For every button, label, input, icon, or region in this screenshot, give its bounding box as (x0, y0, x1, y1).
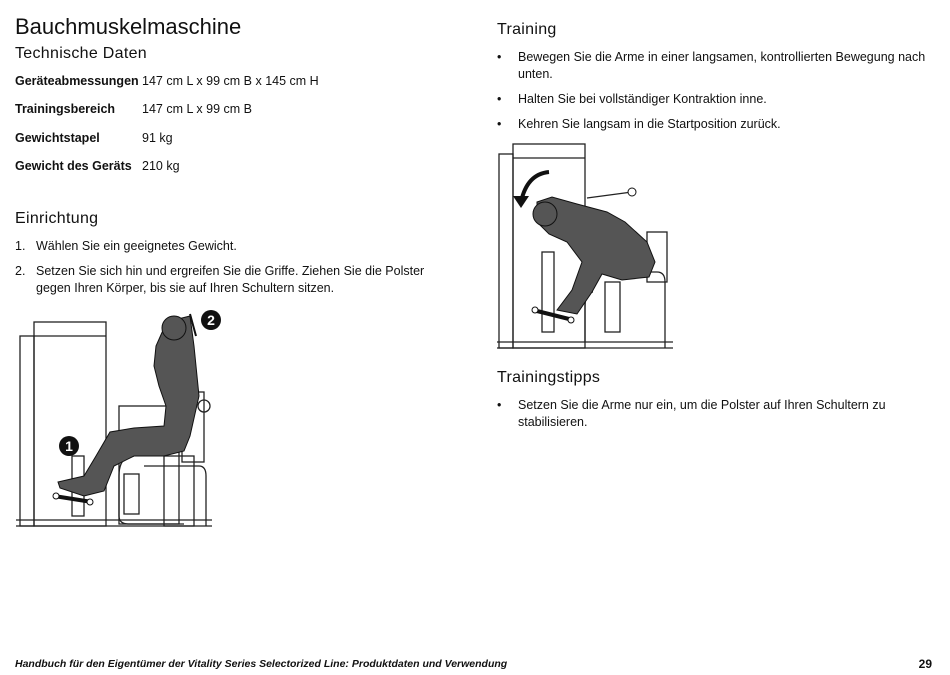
spec-value: 91 kg (142, 131, 173, 145)
setup-heading: Einrichtung (15, 210, 99, 227)
footer-text: Handbuch für den Eigentümer der Vitality Series Selectorized Line: Produktdaten und Verwendung (15, 658, 508, 670)
callout-2: 2 (207, 312, 215, 328)
machine-setup-illustration (14, 306, 214, 532)
page-title: Bauchmuskelmaschine (15, 14, 242, 39)
setup-step: 1. Wählen Sie ein geeignetes Gewicht. (15, 239, 237, 253)
training-list (497, 49, 929, 141)
training-item: • Kehren Sie langsam in die Startposition zurück. (497, 117, 781, 131)
tips-heading: Trainingstipps (497, 369, 601, 386)
spec-label: Geräteabmessungen (15, 74, 139, 88)
setup-step: 2. Setzen Sie sich hin und ergreifen Sie die Griffe. Ziehen Sie die Polster gegen Ihren Körper, bis sie auf Ihren Schultern sitzen. (15, 264, 425, 295)
tips-item: • Setzen Sie die Arme nur ein, um die Polster auf Ihren Schultern zu stabilisieren. (497, 398, 886, 429)
spec-label: Gewicht des Geräts (15, 159, 132, 173)
callout-1: 1 (65, 438, 73, 454)
training-item: • Halten Sie bei vollständiger Kontraktion inne. (497, 92, 767, 106)
spec-label: Gewichtstapel (15, 131, 100, 145)
training-item: • Bewegen Sie die Arme in einer langsamen, kontrollierten Bewegung nach unten. (497, 50, 926, 81)
spec-value: 147 cm L x 99 cm B x 145 cm H (142, 74, 319, 88)
spec-value: 210 kg (142, 159, 180, 173)
page-number: 29 (918, 657, 932, 671)
spec-label: Trainingsbereich (15, 102, 116, 116)
spec-value: 147 cm L x 99 cm B (142, 102, 252, 116)
tech-heading: Technische Daten (15, 45, 147, 62)
training-heading: Training (497, 21, 557, 38)
tips-list (497, 397, 929, 439)
setup-steps (15, 238, 455, 305)
training-movement-illustration (497, 142, 677, 354)
